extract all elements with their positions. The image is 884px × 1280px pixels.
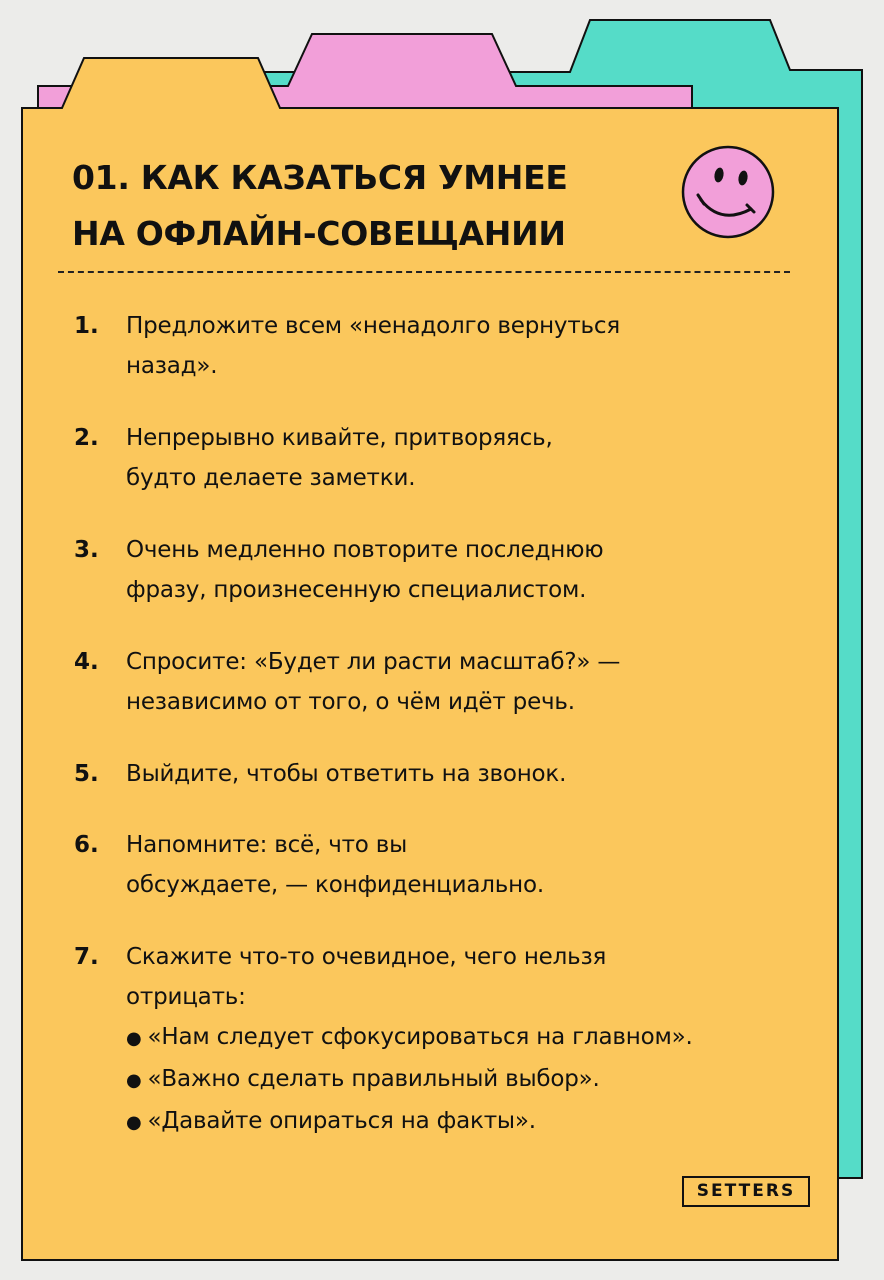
item-number: 1. bbox=[74, 313, 99, 339]
item-line: фразу, произнесенную специалистом. bbox=[126, 577, 587, 603]
item-line: Выйдите, чтобы ответить на звонок. bbox=[126, 761, 567, 787]
bullet-item-text: «Важно сделать правильный выбор». bbox=[147, 1066, 600, 1092]
item-number: 6. bbox=[74, 832, 99, 858]
item-line: будто делаете заметки. bbox=[126, 465, 416, 491]
item-number: 2. bbox=[74, 425, 99, 451]
bullet-item-text: «Давайте опираться на факты». bbox=[147, 1108, 536, 1134]
item-text bbox=[126, 825, 826, 905]
item-number: 5. bbox=[74, 761, 99, 787]
item-line: отрицать: bbox=[126, 984, 246, 1010]
bullet-text bbox=[126, 1017, 866, 1143]
bullet-item bbox=[126, 1101, 866, 1143]
item-text bbox=[126, 937, 826, 1017]
item-text bbox=[126, 530, 826, 610]
bullet-item bbox=[126, 1017, 866, 1059]
item-line: назад». bbox=[126, 353, 218, 379]
item-line: Напомните: всё, что вы bbox=[126, 832, 408, 858]
item-line: обсуждаете, — конфиденциально. bbox=[126, 872, 544, 898]
item-text bbox=[126, 754, 826, 794]
item-number: 3. bbox=[74, 537, 99, 563]
item-line: независимо от того, о чём идёт речь. bbox=[126, 689, 575, 715]
item-text bbox=[126, 306, 826, 386]
item-number: 4. bbox=[74, 649, 99, 675]
item-line: Очень медленно повторите последнюю bbox=[126, 537, 604, 563]
item-line: Скажите что-то очевидное, чего нельзя bbox=[126, 944, 607, 970]
bullet-item-text: «Нам следует сфокусироваться на главном». bbox=[147, 1024, 693, 1050]
title-line-1: 01. КАК КАЗАТЬСЯ УМНЕЕ bbox=[72, 158, 568, 197]
item-line: Спросите: «Будет ли расти масштаб?» — bbox=[126, 649, 621, 675]
bullet-item bbox=[126, 1059, 866, 1101]
setters-logo: SETTERS bbox=[682, 1176, 810, 1207]
title-line-2: НА ОФЛАЙН-СОВЕЩАНИИ bbox=[72, 214, 566, 253]
item-text bbox=[126, 642, 826, 722]
item-line: Предложите всем «ненадолго вернуться bbox=[126, 313, 620, 339]
item-line: Непрерывно кивайте, притворяясь, bbox=[126, 425, 553, 451]
item-text bbox=[126, 418, 826, 498]
item-number: 7. bbox=[74, 944, 99, 970]
